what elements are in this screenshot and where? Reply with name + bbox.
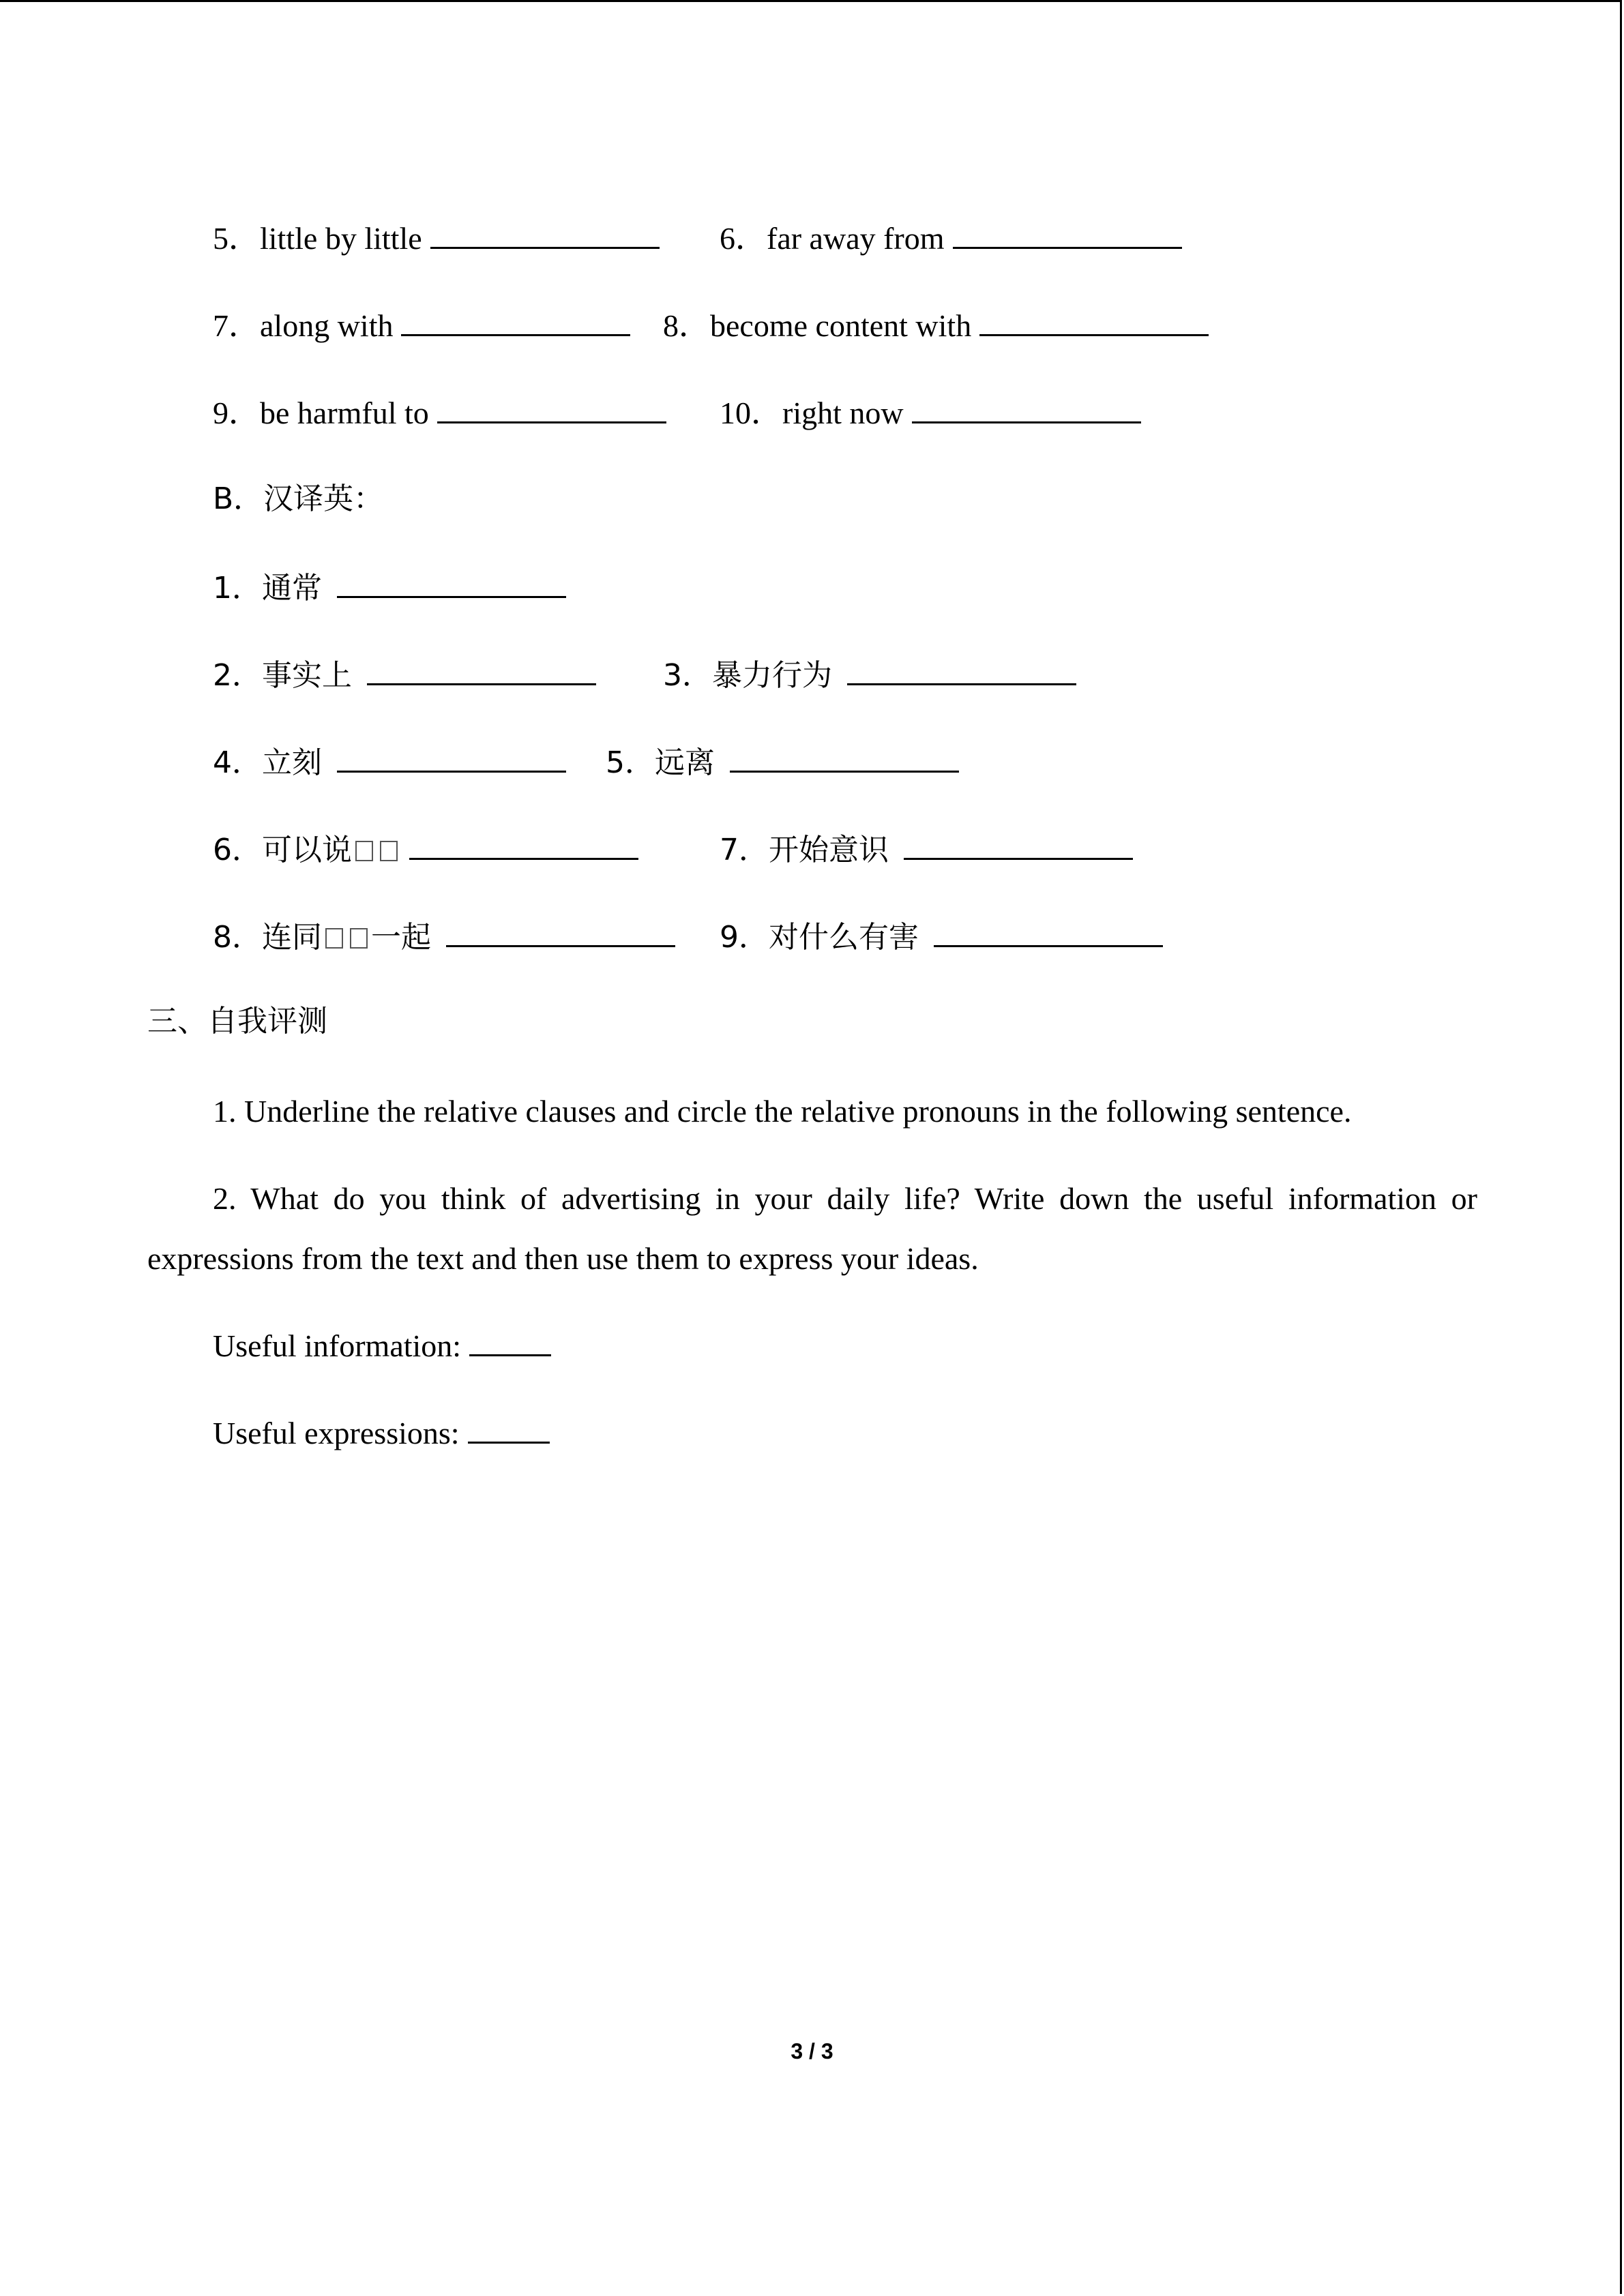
answer-blank[interactable] (730, 741, 959, 773)
phrase-text: along with (260, 308, 394, 343)
translation-item-4 (213, 741, 566, 784)
item-text: 可以说 (262, 833, 352, 867)
question-1: 1. Underline the relative clauses and circle the relative pronouns in the following sentence. (213, 1094, 1352, 1129)
phrase-row-6 (720, 217, 1182, 259)
item-text: 立刻 (262, 745, 322, 780)
item-number: 6． (213, 833, 262, 867)
missing-glyph-box (355, 841, 373, 861)
translation-item-5 (606, 741, 959, 784)
answer-blank[interactable] (337, 566, 566, 598)
item-number: 3． (663, 658, 712, 693)
item-number: 4． (213, 745, 262, 780)
item-number: 6． (720, 221, 767, 256)
phrase-row-10 (720, 391, 1141, 434)
phrase-item-5 (213, 217, 660, 259)
answer-blank[interactable] (934, 915, 1163, 947)
translation-item-7 (720, 828, 1133, 871)
phrase-text: right now (782, 396, 904, 430)
useful-information-label: Useful information: (213, 1328, 462, 1363)
missing-glyph-box (380, 841, 398, 861)
item-text: 连同 (262, 920, 322, 955)
translation-item-2 (213, 653, 596, 696)
item-number: 5． (606, 745, 655, 780)
item-number: 1． (213, 571, 262, 606)
section-three-heading: 三、自我评测 (147, 1004, 327, 1039)
answer-blank[interactable] (337, 741, 566, 773)
phrase-item-6 (720, 217, 1182, 259)
answer-blank[interactable] (401, 304, 630, 336)
item-number: 8． (213, 920, 262, 955)
item-number: 7． (213, 308, 260, 343)
answer-blank[interactable] (409, 828, 638, 860)
page-number: 3 / 3 (791, 2039, 833, 2063)
item-text: 远离 (655, 745, 715, 780)
item-number: 8． (663, 308, 710, 343)
phrase-text: far away from (767, 221, 945, 256)
answer-blank[interactable] (912, 391, 1141, 423)
translation-item-3 (663, 653, 1076, 696)
translation-item-8 (213, 915, 675, 958)
item-text: 事实上 (262, 658, 352, 693)
missing-glyph-box (350, 928, 368, 949)
answer-blank[interactable] (953, 217, 1182, 249)
phrase-text: become content with (710, 308, 972, 343)
item-text: 通常 (262, 571, 322, 606)
phrase-text: be harmful to (260, 396, 429, 430)
item-number: 9． (213, 396, 260, 430)
item-number: 5． (213, 221, 260, 256)
answer-blank[interactable] (979, 304, 1209, 336)
item-text-after: 一起 (371, 920, 431, 955)
section-b-heading: B．汉译英： (213, 481, 384, 516)
translation-item-9 (720, 915, 1163, 958)
useful-information-blank[interactable] (469, 1324, 551, 1356)
item-number: 9． (720, 920, 769, 955)
answer-blank[interactable] (904, 828, 1133, 860)
phrase-text: little by little (260, 221, 422, 256)
phrase-row-9 (213, 391, 666, 434)
item-number: 2． (213, 658, 262, 693)
useful-information-row (213, 1324, 551, 1367)
item-text: 暴力行为 (712, 658, 832, 693)
translation-item-1 (213, 566, 566, 609)
item-number: 7． (720, 833, 769, 867)
item-text: 开始意识 (769, 833, 889, 867)
phrase-row-5-6 (213, 217, 660, 259)
answer-blank[interactable] (446, 915, 675, 947)
useful-expressions-label: Useful expressions: (213, 1416, 460, 1450)
item-number: 10． (720, 396, 782, 430)
answer-blank[interactable] (430, 217, 660, 249)
useful-expressions-row (213, 1412, 550, 1454)
translation-item-6 (213, 828, 638, 871)
missing-glyph-box (325, 928, 343, 949)
answer-blank[interactable] (847, 653, 1076, 685)
useful-expressions-blank[interactable] (468, 1412, 550, 1444)
phrase-row-7 (213, 304, 630, 346)
question-2: 2. What do you think of advertising in your daily life? Write down the useful information or expressions from the text and then use them to express your ideas. (147, 1181, 1477, 1276)
answer-blank[interactable] (367, 653, 596, 685)
answer-blank[interactable] (437, 391, 666, 423)
item-text: 对什么有害 (769, 920, 919, 955)
phrase-row-8 (663, 304, 1209, 346)
